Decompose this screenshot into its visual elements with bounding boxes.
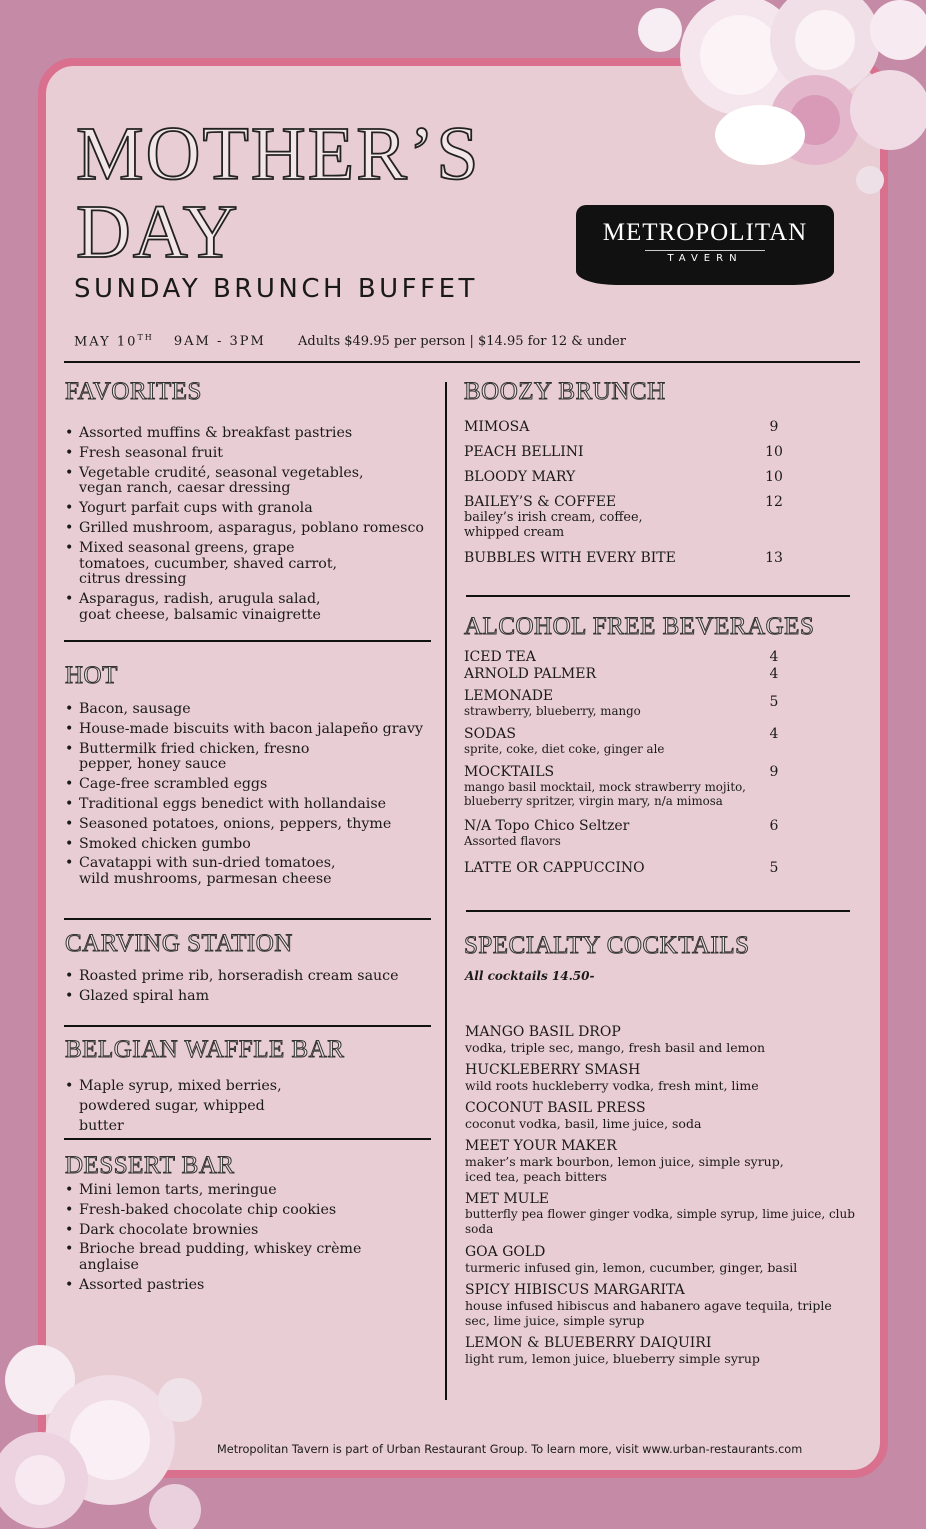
hot-list	[64, 702, 424, 892]
list-item: • Maple syrup, mixed berries, powdered sugar, whipped butter	[64, 1076, 304, 1136]
drink-desc: mango basil mocktail, mock strawberry mojito, blueberry spritzer, virgin mary, n/a mimosa	[464, 780, 746, 808]
section-title-dessert: DESSERT BAR	[65, 1152, 235, 1179]
cocktail-name: COCONUT BASIL PRESS	[465, 1100, 646, 1116]
list-item: • Assorted muffins & breakfast pastries	[64, 426, 424, 442]
section-title-carving: CARVING STATION	[65, 930, 293, 957]
drink-item	[464, 469, 784, 485]
cocktail-desc: wild roots huckleberry vodka, fresh mint, lime	[465, 1078, 759, 1093]
drink-desc: strawberry, blueberry, mango	[464, 704, 641, 718]
drink-item	[464, 688, 784, 718]
list-item: • Yogurt parfait cups with granola	[64, 501, 424, 517]
cocktail-desc: vodka, triple sec, mango, fresh basil and lemon	[465, 1040, 766, 1055]
cocktail-name: HUCKLEBERRY SMASH	[465, 1062, 641, 1078]
cocktail-item	[465, 1335, 875, 1366]
drink-name: BLOODY MARY	[464, 469, 576, 485]
list-item: • Buttermilk fried chicken, fresno pepper, honey sauce	[64, 742, 324, 774]
drink-name: ICED TEA	[464, 649, 536, 665]
drink-item	[464, 444, 784, 460]
drink-name: N/A Topo Chico Seltzer	[464, 818, 630, 834]
drink-price: 5	[769, 694, 779, 710]
drink-price: 5	[769, 860, 779, 876]
list-item: • Grilled mushroom, asparagus, poblano romesco	[64, 521, 424, 537]
list-item: • Dark chocolate brownies	[64, 1223, 424, 1239]
cocktail-item	[465, 1244, 875, 1275]
dessert-list	[64, 1183, 424, 1298]
list-item: • Traditional eggs benedict with hollandaise	[64, 797, 424, 813]
page-subtitle: SUNDAY BRUNCH BUFFET	[74, 274, 478, 304]
logo-sub: TAVERN	[667, 253, 743, 264]
section-title-waffle: BELGIAN WAFFLE BAR	[65, 1036, 345, 1063]
drink-item	[464, 666, 784, 682]
list-item: • Mixed seasonal greens, grape tomatoes, cucumber, shaved carrot, citrus dressing	[64, 541, 364, 588]
list-item: • Mini lemon tarts, meringue	[64, 1183, 424, 1199]
drink-name: LEMONADE	[464, 688, 554, 704]
cocktail-name: LEMON & BLUEBERRY DAIQUIRI	[465, 1335, 712, 1351]
drink-name: PEACH BELLINI	[464, 444, 584, 460]
event-price: Adults $49.95 per person | $14.95 for 12 & under	[298, 334, 626, 350]
drink-item	[464, 550, 784, 566]
cocktail-desc: light rum, lemon juice, blueberry simple syrup	[465, 1351, 760, 1366]
carving-list	[64, 969, 424, 1009]
cocktail-desc: turmeric infused gin, lemon, cucumber, ginger, basil	[465, 1260, 798, 1275]
section-title-boozy: BOOZY BRUNCH	[464, 378, 666, 405]
list-item: • Cavatappi with sun-dried tomatoes, wild mushrooms, parmesan cheese	[64, 856, 344, 888]
logo-flourish	[645, 250, 765, 251]
cocktail-name: SPICY HIBISCUS MARGARITA	[465, 1282, 685, 1298]
drink-desc: bailey’s irish cream, coffee, whipped cream	[464, 510, 643, 540]
cocktail-desc: coconut vodka, basil, lime juice, soda	[465, 1116, 702, 1131]
list-item: • Smoked chicken gumbo	[64, 837, 424, 853]
drink-price: 9	[769, 764, 779, 780]
drink-price: 12	[765, 494, 783, 510]
cocktail-name: MANGO BASIL DROP	[465, 1024, 621, 1040]
list-item: • Bacon, sausage	[64, 702, 424, 718]
cocktail-desc: butterfly pea flower ginger vodka, simple syrup, lime juice, club soda	[465, 1207, 855, 1236]
drink-desc: sprite, coke, diet coke, ginger ale	[464, 742, 665, 756]
event-time: 9AM - 3PM	[173, 334, 266, 350]
drink-name: BUBBLES WITH EVERY BITE	[464, 550, 676, 566]
drink-item	[464, 764, 784, 808]
drink-price: 6	[769, 818, 779, 834]
cocktail-item	[465, 1191, 875, 1237]
divider-hot	[64, 918, 431, 920]
cocktail-desc: maker’s mark bourbon, lemon juice, simple syrup, iced tea, peach bitters	[465, 1154, 784, 1184]
drink-item	[464, 726, 784, 756]
drink-price: 4	[769, 649, 779, 665]
section-title-hot: HOT	[65, 662, 118, 689]
drink-price: 10	[765, 469, 783, 485]
flower-decoration-top	[600, 0, 926, 215]
divider-carving	[64, 1025, 431, 1027]
list-item: • Vegetable crudité, seasonal vegetables, vegan ranch, caesar dressing	[64, 466, 364, 498]
list-item: • Fresh seasonal fruit	[64, 446, 424, 462]
cocktail-name: GOA GOLD	[465, 1244, 546, 1260]
cocktail-item	[465, 1282, 875, 1328]
cocktail-name: MET MULE	[465, 1191, 549, 1207]
event-date-suffix: TH	[137, 333, 154, 342]
restaurant-logo	[576, 205, 834, 285]
drink-item	[464, 860, 784, 876]
cocktail-name: MEET YOUR MAKER	[465, 1138, 617, 1154]
flower-decoration-bottom	[0, 1320, 230, 1529]
event-info	[74, 333, 626, 349]
drink-price: 4	[769, 666, 779, 682]
list-item: • Assorted pastries	[64, 1278, 424, 1294]
section-title-na: ALCOHOL FREE BEVERAGES	[464, 613, 815, 640]
cocktail-item	[465, 1100, 875, 1131]
section-title-favorites: FAVORITES	[65, 378, 202, 405]
drink-name: SODAS	[464, 726, 516, 742]
drink-price: 4	[769, 726, 779, 742]
cocktail-desc: house infused hibiscus and habanero agave tequila, triple sec, lime juice, simple syrup	[465, 1298, 832, 1328]
drink-item	[464, 419, 784, 435]
drink-item	[464, 818, 784, 848]
drink-name: MOCKTAILS	[464, 764, 555, 780]
list-item: • Fresh-baked chocolate chip cookies	[64, 1203, 424, 1219]
footer-text: Metropolitan Tavern is part of Urban Restaurant Group. To learn more, visit www.urban-restaurants.com	[217, 1443, 803, 1456]
cocktail-item	[465, 1024, 875, 1055]
page-title-line2: DAY	[76, 190, 240, 274]
event-date: MAY 10	[74, 334, 138, 350]
divider-top	[64, 361, 860, 363]
divider-favorites	[64, 640, 431, 642]
list-item: • Brioche bread pudding, whiskey crème anglaise	[64, 1242, 424, 1274]
divider-waffle	[64, 1138, 431, 1140]
drink-item	[464, 494, 784, 540]
drink-name: BAILEY’S & COFFEE	[464, 494, 617, 510]
cocktail-price-note: All cocktails 14.50-	[465, 969, 595, 983]
boozy-list	[464, 419, 784, 574]
drink-desc: Assorted flavors	[464, 834, 561, 848]
drink-name: LATTE OR CAPPUCCINO	[464, 860, 645, 876]
drink-price: 10	[765, 444, 783, 460]
divider-na	[466, 910, 850, 912]
page-title-line1: MOTHER’S	[76, 112, 481, 196]
list-item: • House-made biscuits with bacon jalapeño gravy	[64, 722, 424, 738]
na-list	[464, 649, 784, 884]
list-item: • Seasoned potatoes, onions, peppers, thyme	[64, 817, 424, 833]
section-title-specialty: SPECIALTY COCKTAILS	[464, 932, 750, 959]
list-item: • Roasted prime rib, horseradish cream sauce	[64, 969, 424, 985]
cocktail-item	[465, 1138, 875, 1184]
cocktail-item	[465, 1062, 875, 1093]
drink-name: MIMOSA	[464, 419, 530, 435]
waffle-list	[64, 1076, 424, 1140]
favorites-list	[64, 426, 424, 628]
divider-boozy	[466, 595, 850, 597]
logo-name: METROPOLITAN	[602, 219, 808, 246]
drink-item	[464, 649, 784, 665]
drink-name: ARNOLD PALMER	[464, 666, 596, 682]
divider-column	[445, 382, 447, 1400]
list-item: • Glazed spiral ham	[64, 989, 424, 1005]
drink-price: 9	[769, 419, 779, 435]
list-item: • Asparagus, radish, arugula salad, goat cheese, balsamic vinaigrette	[64, 592, 324, 624]
cocktail-list	[465, 1024, 875, 1373]
drink-price: 13	[765, 550, 783, 566]
list-item: • Cage-free scrambled eggs	[64, 777, 424, 793]
